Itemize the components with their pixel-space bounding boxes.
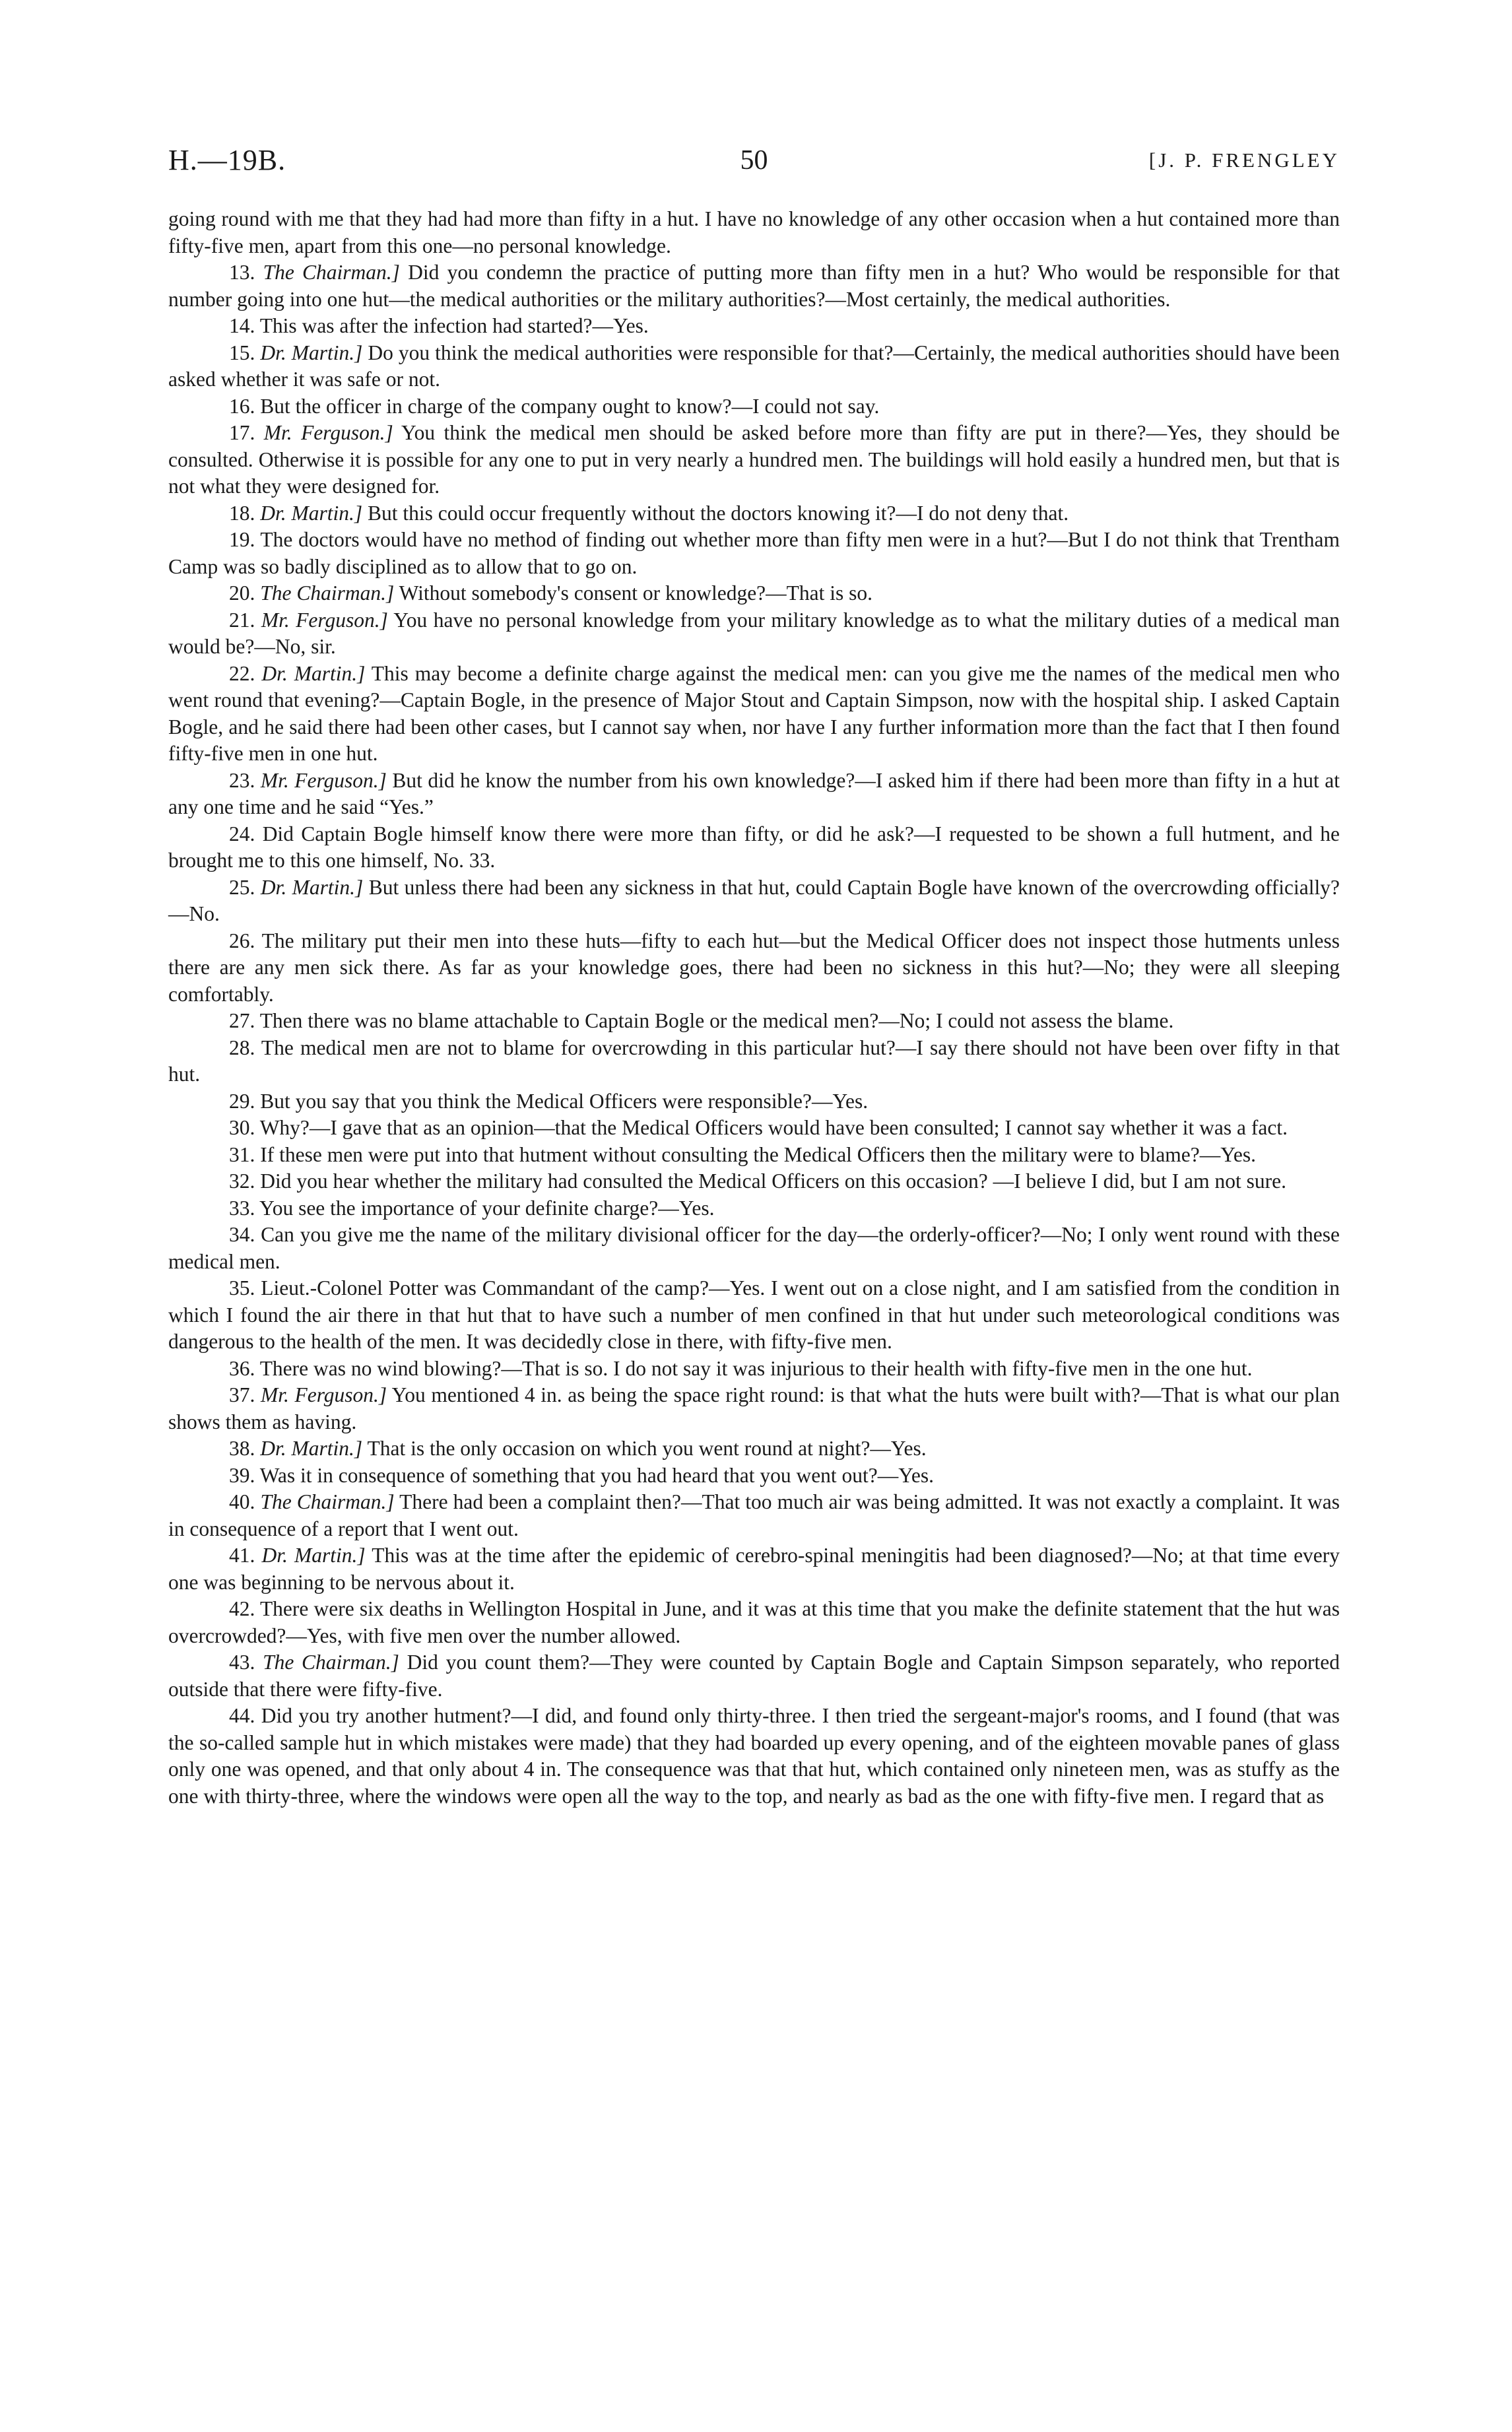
paragraph: 37. Mr. Ferguson.] You mentioned 4 in. as being the space right round: is that what the huts were built with?—That is what our plan shows them as having. <box>168 1383 1340 1433</box>
paragraph: 16. But the officer in charge of the company ought to know?—I could not say. <box>229 394 880 418</box>
paragraph: 14. This was after the infection had started?—Yes. <box>229 314 649 337</box>
paragraph: 32. Did you hear whether the military had consulted the Medical Officers on this occasion? —I believe I did, but I am not sure. <box>229 1169 1286 1193</box>
paragraph: 28. The medical men are not to blame for overcrowding in this particular hut?—I say there should not have been over fifty in that hut. <box>168 1035 1340 1086</box>
speaker: Mr. Ferguson.] <box>261 608 388 632</box>
paragraph: 30. Why?—I gave that as an opinion—that the Medical Officers would have been consulted; I cannot say whether it was a fact. <box>229 1116 1288 1139</box>
paragraph: 17. Mr. Ferguson.] You think the medical men should be asked before more than fifty are put in there?—Yes, they should be consulted. Otherwise it is possible for any one to put in very nearly a hundred men. The buildings will hold easily a hundred men, but that is not what they were designed for. <box>168 421 1340 498</box>
paragraph: 26. The military put their men into these huts—fifty to each hut—but the Medical Officer does not inspect those hutments unless there are any men sick there. As far as your knowledge goes, there had been no sickness in this hut?—No; they were all sleeping comfortably. <box>168 929 1340 1006</box>
speaker: The Chairman.] <box>263 261 400 284</box>
speaker: Dr. Martin.] <box>260 501 363 525</box>
witness-name: [J. P. FRENGLEY <box>1148 148 1340 172</box>
speaker: The Chairman.] <box>263 1651 399 1674</box>
paragraph: 29. But you say that you think the Medical Officers were responsible?—Yes. <box>229 1089 869 1113</box>
paragraph: 13. The Chairman.] Did you condemn the practice of putting more than fifty men in a hut? Who would be responsible for that number going into one hut—the medical authorities or the military authorities?—Most certainly, the medical authorities. <box>168 261 1340 311</box>
speaker: Dr. Martin.] <box>260 341 363 364</box>
paragraph: 34. Can you give me the name of the military divisional officer for the day—the orderly-officer?—No; I only went round with these medical men. <box>168 1223 1340 1273</box>
paragraph: 19. The doctors would have no method of finding out whether more than fifty men were in a hut?—But I do not think that Trentham Camp was so badly disciplined as to allow that to go on. <box>168 528 1340 578</box>
speaker: Mr. Ferguson.] <box>260 1383 387 1406</box>
page-number: 50 <box>740 145 768 176</box>
paragraph: 36. There was no wind blowing?—That is so. I do not say it was injurious to their health with fifty-five men in the one hut. <box>229 1356 1253 1380</box>
speaker: Mr. Ferguson.] <box>263 421 393 444</box>
speaker: The Chairman.] <box>260 1490 395 1513</box>
speaker: Dr. Martin.] <box>261 661 366 685</box>
speaker: Dr. Martin.] <box>261 1544 366 1567</box>
paragraph: 25. Dr. Martin.] But unless there had been any sickness in that hut, could Captain Bogle have known of the overcrowding officially?—No. <box>168 875 1340 925</box>
paragraph: 31. If these men were put into that hutment without consulting the Medical Officers then the military were to blame?—Yes. <box>229 1142 1256 1166</box>
paragraph: 33. You see the importance of your definite charge?—Yes. <box>229 1196 715 1220</box>
paragraph: 15. Dr. Martin.] Do you think the medical authorities were responsible for that?—Certainly, the medical authorities should have been asked whether it was safe or not. <box>168 341 1340 391</box>
paragraph: 22. Dr. Martin.] This may become a definite charge against the medical men: can you give me the names of the medical men who went round that evening?—Captain Bogle, in the presence of Major Stout and Captain Simpson, now with the hospital ship. I asked Captain Bogle, and he said there had been other cases, but I cannot say when, nor have I any further information more than the fact that I then found fifty-five men in one hut. <box>168 661 1340 765</box>
paragraph: 27. Then there was no blame attachable to Captain Bogle or the medical men?—No; I could not assess the blame. <box>229 1009 1174 1032</box>
paragraph: 38. Dr. Martin.] That is the only occasion on which you went round at night?—Yes. <box>229 1437 927 1460</box>
paragraph: 20. The Chairman.] Without somebody's consent or knowledge?—That is so. <box>229 581 873 605</box>
speaker: Dr. Martin.] <box>260 875 364 899</box>
speaker: Mr. Ferguson.] <box>260 768 387 792</box>
paragraph: going round with me that they had had more than fifty in a hut. I have no knowledge of any other occasion when a hut contained more than fifty-five men, apart from this one—no personal knowledge. <box>168 207 1340 257</box>
report-code: H.—19B. <box>168 144 286 176</box>
paragraph: 44. Did you try another hutment?—I did, and found only thirty-three. I then tried the sergeant-major's rooms, and I found (that was the so-called sample hut in which mistakes were made) that they had boarded up every opening, and of the eighteen movable panes of glass only one was opened, and that only about 4 in. The consequence was that that hut, which contained only nineteen men, was as stuffy as the one with thirty-three, where the windows were open all the way to the top, and nearly as bad as the one with fifty-five men. I regard that as <box>168 1704 1340 1808</box>
paragraph: 23. Mr. Ferguson.] But did he know the number from his own knowledge?—I asked him if there had been more than fifty in a hut at any one time and he said “Yes.” <box>168 768 1340 818</box>
page-header <box>168 144 1340 177</box>
paragraph: 21. Mr. Ferguson.] You have no personal knowledge from your military knowledge as to what the military duties of a medical man would be?—No, sir. <box>168 608 1340 658</box>
paragraph: 41. Dr. Martin.] This was at the time after the epidemic of cerebro-spinal meningitis had been diagnosed?—No; at that time every one was beginning to be nervous about it. <box>168 1544 1340 1594</box>
paragraph: 42. There were six deaths in Wellington Hospital in June, and it was at this time that you make the definite statement that the hut was overcrowded?—Yes, with five men over the number allowed. <box>168 1597 1340 1647</box>
speaker: Dr. Martin.] <box>260 1437 363 1460</box>
paragraph: 40. The Chairman.] There had been a complaint then?—That too much air was being admitted. It was not exactly a complaint. It was in consequence of a report that I went out. <box>168 1490 1340 1540</box>
paragraph: 43. The Chairman.] Did you count them?—They were counted by Captain Bogle and Captain Simpson separately, who reported outside that there were fifty-five. <box>168 1651 1340 1701</box>
paragraph: 24. Did Captain Bogle himself know there were more than fifty, or did he ask?—I requested to be shown a full hutment, and he brought me to this one himself, No. 33. <box>168 822 1340 872</box>
evidence-body <box>168 206 1340 1810</box>
paragraph: 39. Was it in consequence of something that you had heard that you went out?—Yes. <box>229 1463 934 1487</box>
speaker: The Chairman.] <box>260 581 395 605</box>
paragraph: 18. Dr. Martin.] But this could occur frequently without the doctors knowing it?—I do not deny that. <box>229 501 1069 525</box>
paragraph: 35. Lieut.-Colonel Potter was Commandant of the camp?—Yes. I went out on a close night, and I am satisfied from the condition in which I found the air there in that hut that to have such a number of men confined in that hut under such meteorological conditions was dangerous to the health of the men. It was decidedly close in there, with fifty-five men. <box>168 1276 1340 1353</box>
